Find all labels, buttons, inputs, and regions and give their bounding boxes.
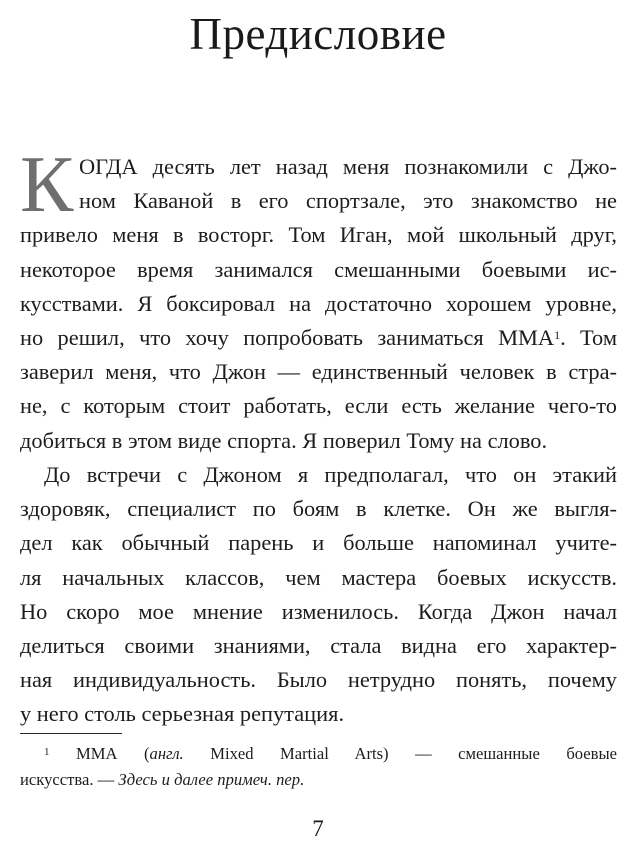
- text-line: ная индивидуальность. Было нетрудно понять, почему: [20, 667, 617, 693]
- footnote-italic: англ.: [149, 744, 184, 763]
- footnote-text: ММА (: [49, 744, 150, 763]
- page-title: Предисловие: [189, 9, 447, 59]
- text-line: дел как обычный парень и больше напоминал учите-: [20, 530, 617, 556]
- text-line: Но скоро мое мнение изменилось. Когда Джон начал: [20, 598, 617, 624]
- page-number: 7: [312, 816, 324, 841]
- footnote-line: [20, 741, 617, 767]
- text-line: кусствами. Я боксировал на достаточно хорошем уровне,: [20, 290, 617, 316]
- footnote-text: искусства. —: [20, 770, 119, 789]
- footnote-line: [20, 767, 617, 793]
- text-line: здоровяк, специалист по боям в клетке. Он же выгля-: [20, 496, 617, 522]
- text-line: добиться в этом виде спорта. Я поверил Тому на слово.: [20, 427, 548, 453]
- text-line: До встречи с Джоном я предполагал, что он этакий: [44, 462, 617, 487]
- paragraph-1: [20, 141, 617, 458]
- text-line: не, с которым стоит работать, если есть желание чего-то: [20, 393, 617, 419]
- text-line: некоторое время занимался смешанными боевыми ис-: [20, 256, 617, 282]
- text-line-with-footnote: [20, 321, 617, 355]
- drop-cap: К: [20, 141, 74, 229]
- text-line: ОГДА десять лет назад меня познакомили с Джо-: [79, 154, 617, 179]
- text-segment: . Том: [560, 324, 617, 350]
- text-line: ля начальных классов, чем мастера боевых искусств.: [20, 564, 617, 590]
- text-line: делиться своими знаниями, стала видна его характер-: [20, 632, 617, 658]
- footnote-italic: Здесь и далее примеч. пер.: [118, 770, 305, 789]
- footnote-number: 1: [44, 746, 50, 758]
- text-line: у него столь серьезная репутация.: [20, 701, 345, 727]
- footnote: [20, 741, 617, 793]
- text-line: привело меня в восторг. Том Иган, мой школьный друг,: [20, 222, 617, 248]
- text-line: ном Каваной в его спортзале, это знакомство не: [79, 188, 617, 214]
- text-segment: но решил, что хочу попробовать заниматься ММА: [20, 324, 555, 350]
- footnote-reference[interactable]: 1: [554, 327, 561, 342]
- text-line: заверил меня, что Джон — единственный человек в стра-: [20, 359, 617, 385]
- paragraph-2: [20, 458, 617, 732]
- footnote-divider: [20, 733, 122, 734]
- footnote-text: Mixed Martial Arts) — смешанные боевые: [183, 744, 617, 763]
